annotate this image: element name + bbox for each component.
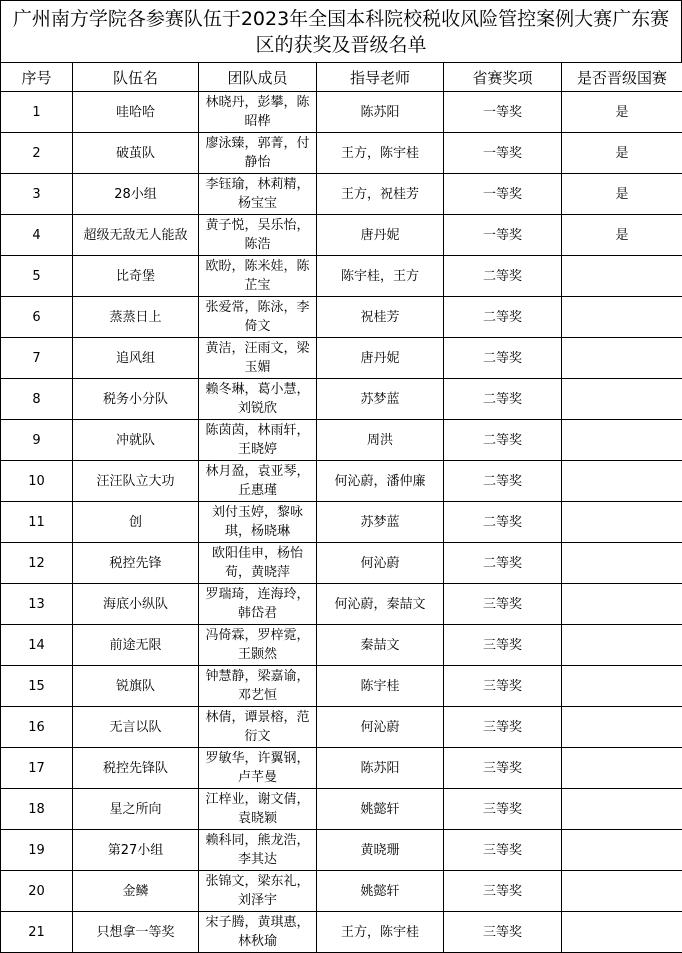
cell-advisor: 陈苏阳 [317,748,444,789]
cell-index: 7 [1,338,73,379]
cell-provincial-award: 三等奖 [444,625,562,666]
table-row [1,543,682,584]
cell-provincial-award: 二等奖 [444,543,562,584]
table-row [1,92,682,133]
cell-members: 宋子腾，黄琪惠，林秋瑜 [199,912,317,953]
cell-team-name: 第27小组 [73,830,199,871]
cell-national-advance [562,584,682,625]
cell-national-advance [562,666,682,707]
cell-team-name: 破茧队 [73,133,199,174]
sheet-title: 广州南方学院各参赛队伍于2023年全国本科院校税收风险管控案例大赛广东赛区的获奖及晋级名单 [0,0,682,62]
header-provincial-award: 省赛奖项 [444,63,562,92]
cell-team-name: 无言以队 [73,707,199,748]
cell-provincial-award: 三等奖 [444,912,562,953]
cell-advisor: 姚懿轩 [317,871,444,912]
cell-team-name: 冲就队 [73,420,199,461]
cell-national-advance: 是 [562,92,682,133]
cell-index: 12 [1,543,73,584]
cell-provincial-award: 三等奖 [444,666,562,707]
cell-advisor: 苏梦蓝 [317,379,444,420]
cell-advisor: 陈宇桂，王方 [317,256,444,297]
table-row [1,871,682,912]
cell-index: 14 [1,625,73,666]
table-row [1,912,682,953]
cell-team-name: 税务小分队 [73,379,199,420]
cell-provincial-award: 三等奖 [444,871,562,912]
table-row [1,625,682,666]
table-row [1,338,682,379]
cell-members: 黄洁，汪雨文，梁玉媚 [199,338,317,379]
cell-provincial-award: 三等奖 [444,830,562,871]
table-row [1,215,682,256]
cell-index: 2 [1,133,73,174]
cell-team-name: 税控先锋 [73,543,199,584]
cell-index: 1 [1,92,73,133]
header-advisor: 指导老师 [317,63,444,92]
header-row [1,63,682,92]
cell-advisor: 秦喆文 [317,625,444,666]
cell-advisor: 祝桂芳 [317,297,444,338]
cell-members: 张锦文，梁东礼，刘泽宇 [199,871,317,912]
cell-national-advance [562,789,682,830]
cell-team-name: 汪汪队立大功 [73,461,199,502]
cell-advisor: 唐丹妮 [317,215,444,256]
cell-team-name: 追风组 [73,338,199,379]
cell-index: 6 [1,297,73,338]
cell-members: 李钰瑜，林莉精，杨宝宝 [199,174,317,215]
cell-advisor: 唐丹妮 [317,338,444,379]
cell-members: 罗瑞琦，连海玲，韩岱君 [199,584,317,625]
cell-index: 21 [1,912,73,953]
cell-advisor: 何沁蔚 [317,707,444,748]
cell-team-name: 创 [73,502,199,543]
cell-advisor: 王方，陈宇桂 [317,912,444,953]
cell-index: 17 [1,748,73,789]
cell-members: 钟慧静，梁嘉谕，邓艺恒 [199,666,317,707]
table-row [1,502,682,543]
cell-index: 15 [1,666,73,707]
cell-index: 9 [1,420,73,461]
cell-national-advance: 是 [562,215,682,256]
table-row [1,789,682,830]
cell-team-name: 比奇堡 [73,256,199,297]
cell-advisor: 黄晓珊 [317,830,444,871]
cell-members: 黄子悦，吴乐怡，陈浩 [199,215,317,256]
cell-provincial-award: 二等奖 [444,297,562,338]
cell-advisor: 何沁蔚 [317,543,444,584]
table-row [1,133,682,174]
award-table [0,62,682,953]
table-row [1,830,682,871]
table-row [1,174,682,215]
cell-provincial-award: 三等奖 [444,748,562,789]
cell-provincial-award: 二等奖 [444,338,562,379]
cell-national-advance [562,379,682,420]
cell-team-name: 金鳞 [73,871,199,912]
table-row [1,379,682,420]
cell-national-advance [562,912,682,953]
cell-provincial-award: 二等奖 [444,256,562,297]
cell-provincial-award: 一等奖 [444,174,562,215]
cell-team-name: 星之所向 [73,789,199,830]
cell-provincial-award: 一等奖 [444,215,562,256]
cell-index: 16 [1,707,73,748]
table-row [1,666,682,707]
cell-advisor: 苏梦蓝 [317,502,444,543]
cell-advisor: 何沁蔚，秦喆文 [317,584,444,625]
cell-provincial-award: 二等奖 [444,379,562,420]
cell-members: 林倩，谭景榕，范衍文 [199,707,317,748]
cell-advisor: 何沁蔚，潘仲廉 [317,461,444,502]
cell-team-name: 只想拿一等奖 [73,912,199,953]
table-row [1,297,682,338]
cell-advisor: 周洪 [317,420,444,461]
cell-members: 林晓丹，彭攀，陈昭桦 [199,92,317,133]
cell-national-advance [562,830,682,871]
cell-provincial-award: 二等奖 [444,502,562,543]
table-row [1,256,682,297]
cell-members: 张爱常，陈泳，李倚文 [199,297,317,338]
cell-index: 10 [1,461,73,502]
cell-members: 刘付玉婷，黎咏琪，杨晓琳 [199,502,317,543]
header-members: 团队成员 [199,63,317,92]
cell-members: 林月盈，袁亚琴，丘惠瑾 [199,461,317,502]
cell-members: 江梓业，谢文倩，袁晓颖 [199,789,317,830]
cell-advisor: 陈苏阳 [317,92,444,133]
cell-index: 4 [1,215,73,256]
cell-national-advance [562,420,682,461]
cell-team-name: 前途无限 [73,625,199,666]
table-row [1,420,682,461]
cell-advisor: 王方，陈宇桂 [317,133,444,174]
cell-members: 罗敏华，许翼钢，卢芊曼 [199,748,317,789]
cell-index: 8 [1,379,73,420]
table-row [1,461,682,502]
cell-provincial-award: 三等奖 [444,789,562,830]
cell-provincial-award: 二等奖 [444,420,562,461]
cell-team-name: 蒸蒸日上 [73,297,199,338]
cell-index: 13 [1,584,73,625]
table-row [1,707,682,748]
table-row [1,584,682,625]
cell-provincial-award: 三等奖 [444,584,562,625]
cell-team-name: 28小组 [73,174,199,215]
cell-provincial-award: 一等奖 [444,92,562,133]
header-national-advance: 是否晋级国赛 [562,63,682,92]
header-team-name: 队伍名 [73,63,199,92]
cell-provincial-award: 三等奖 [444,707,562,748]
cell-index: 20 [1,871,73,912]
cell-national-advance [562,461,682,502]
cell-team-name: 海底小纵队 [73,584,199,625]
cell-national-advance [562,871,682,912]
cell-index: 18 [1,789,73,830]
cell-index: 11 [1,502,73,543]
cell-national-advance [562,543,682,584]
cell-members: 陈茵茵，林雨轩，王晓婷 [199,420,317,461]
cell-index: 19 [1,830,73,871]
cell-national-advance [562,256,682,297]
cell-team-name: 锐旗队 [73,666,199,707]
cell-index: 3 [1,174,73,215]
cell-members: 欧阳佳申，杨怡荀，黄晓萍 [199,543,317,584]
cell-members: 廖泳臻，郭菁，付静怡 [199,133,317,174]
cell-team-name: 超级无敌无人能敌 [73,215,199,256]
cell-national-advance [562,625,682,666]
cell-members: 赖冬琳，葛小慧，刘锐欣 [199,379,317,420]
cell-national-advance [562,502,682,543]
cell-national-advance: 是 [562,174,682,215]
cell-index: 5 [1,256,73,297]
cell-members: 冯倚霖，罗梓霓，王颢然 [199,625,317,666]
cell-members: 欧盼，陈米娃，陈芷宝 [199,256,317,297]
cell-national-advance: 是 [562,133,682,174]
cell-advisor: 王方，祝桂芳 [317,174,444,215]
cell-national-advance [562,297,682,338]
cell-national-advance [562,748,682,789]
cell-provincial-award: 一等奖 [444,133,562,174]
cell-team-name: 哇哈哈 [73,92,199,133]
cell-members: 赖科同，熊龙浩，李其达 [199,830,317,871]
cell-advisor: 陈宇桂 [317,666,444,707]
cell-provincial-award: 二等奖 [444,461,562,502]
cell-national-advance [562,707,682,748]
cell-national-advance [562,338,682,379]
cell-team-name: 税控先锋队 [73,748,199,789]
cell-advisor: 姚懿轩 [317,789,444,830]
table-row [1,748,682,789]
header-index: 序号 [1,63,73,92]
